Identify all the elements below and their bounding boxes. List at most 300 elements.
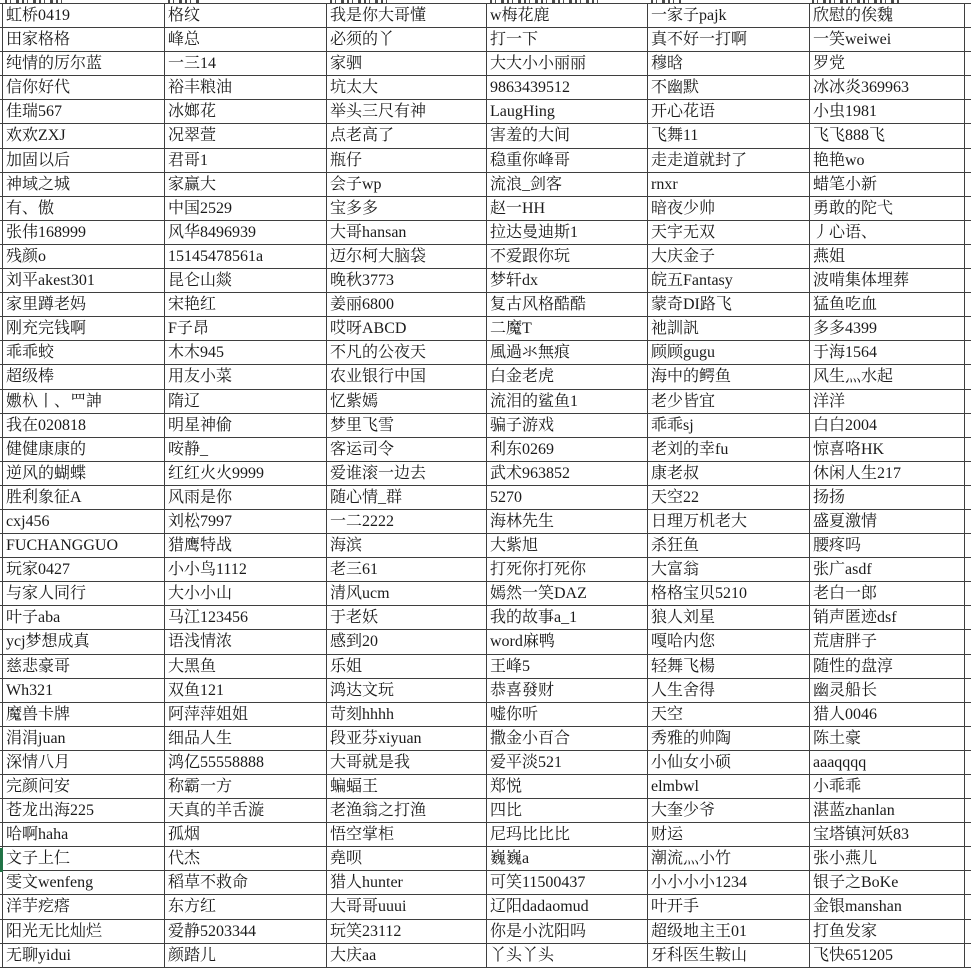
grid-cell[interactable]: 欢欢ZXJ: [3, 124, 165, 148]
grid-cell[interactable]: 蜡笔小新: [810, 173, 965, 197]
grid-cell[interactable]: 我是你大哥懂: [327, 4, 487, 28]
grid-cell[interactable]: 天真的羊舌漩: [165, 799, 327, 823]
grid-cell[interactable]: 勇敢的陀弋: [810, 197, 965, 221]
grid-cell[interactable]: 鸿达文玩: [327, 679, 487, 703]
right-cutoff-cell: [965, 173, 971, 197]
grid-cell[interactable]: 虹桥0419: [3, 4, 165, 28]
grid-cell[interactable]: 风雨是你: [165, 486, 327, 510]
right-cutoff-cell: [965, 124, 971, 148]
grid-cell[interactable]: 深情八月: [3, 751, 165, 775]
grid-cell[interactable]: 与家人同行: [3, 582, 165, 606]
grid-cell[interactable]: 魔兽卡牌: [3, 703, 165, 727]
grid-cell[interactable]: 东方红: [165, 895, 327, 919]
table-row: [0, 655, 971, 679]
grid-cell[interactable]: 销声匿迹dsf: [810, 606, 965, 630]
grid-cell[interactable]: 一三14: [165, 52, 327, 76]
grid-cell[interactable]: 坑太大: [327, 76, 487, 100]
grid-cell[interactable]: 代杰: [165, 847, 327, 871]
grid-cell[interactable]: 人生舍得: [648, 679, 810, 703]
grid-cell[interactable]: 大哥哥uuui: [327, 895, 487, 919]
grid-cell[interactable]: 大大小小丽丽: [487, 52, 648, 76]
grid-cell[interactable]: 段亚芬xiyuan: [327, 727, 487, 751]
grid-cell[interactable]: 君哥1: [165, 149, 327, 173]
grid-cell[interactable]: 湛蓝zhanlan: [810, 799, 965, 823]
grid-cell[interactable]: 红红火火9999: [165, 462, 327, 486]
grid-cell[interactable]: 5270: [487, 486, 648, 510]
right-cutoff-cell: [965, 751, 971, 775]
grid-cell[interactable]: 复古风格酷酷: [487, 293, 648, 317]
grid-cell[interactable]: 叶子aba: [3, 606, 165, 630]
right-cutoff-cell: [965, 655, 971, 679]
grid-cell[interactable]: 双鱼121: [165, 679, 327, 703]
grid-cell[interactable]: FUCHANGGUO: [3, 534, 165, 558]
right-cutoff-cell: [965, 944, 971, 968]
grid-cell[interactable]: 哎呀ABCD: [327, 317, 487, 341]
grid-cell[interactable]: 金银manshan: [810, 895, 965, 919]
grid-cell[interactable]: 咹静_: [165, 438, 327, 462]
grid-cell[interactable]: 赵一HH: [487, 197, 648, 221]
grid-cell[interactable]: 于海1564: [810, 341, 965, 365]
grid-cell[interactable]: 用友小菜: [165, 365, 327, 389]
grid-cell[interactable]: 燕姐: [810, 245, 965, 269]
grid-cell[interactable]: 孤烟: [165, 823, 327, 847]
grid-cell[interactable]: 海林先生: [487, 510, 648, 534]
grid-cell[interactable]: 冰冰炎369963: [810, 76, 965, 100]
grid-cell[interactable]: 慈悲豪哥: [3, 655, 165, 679]
grid-cell[interactable]: 雯文wenfeng: [3, 871, 165, 895]
grid-cell[interactable]: 隋辽: [165, 390, 327, 414]
grid-cell[interactable]: 老刘的幸fu: [648, 438, 810, 462]
grid-cell[interactable]: 大庆金子: [648, 245, 810, 269]
grid-cell[interactable]: 点老高了: [327, 124, 487, 148]
table-row: [0, 823, 971, 847]
grid-cell[interactable]: 张小燕儿: [810, 847, 965, 871]
table-row: [0, 28, 971, 52]
grid-cell[interactable]: 爱平淡521: [487, 751, 648, 775]
right-cutoff-cell: [965, 606, 971, 630]
right-cutoff-cell: [965, 799, 971, 823]
grid-cell[interactable]: 逆风的蝴蝶: [3, 462, 165, 486]
right-cutoff-cell: [965, 823, 971, 847]
grid-cell[interactable]: 梦轩dx: [487, 269, 648, 293]
grid-cell[interactable]: 堯呗: [327, 847, 487, 871]
grid-cell[interactable]: 家驷: [327, 52, 487, 76]
grid-cell[interactable]: 杀狂鱼: [648, 534, 810, 558]
right-cutoff-cell: [965, 221, 971, 245]
grid-cell[interactable]: 祂訓訉: [648, 317, 810, 341]
right-cutoff-cell: [965, 534, 971, 558]
grid-cell[interactable]: 语浅情浓: [165, 630, 327, 654]
grid-cell[interactable]: 蒙奇DI路飞: [648, 293, 810, 317]
grid-cell[interactable]: 大哥就是我: [327, 751, 487, 775]
grid-cell[interactable]: 家里蹲老妈: [3, 293, 165, 317]
grid-cell[interactable]: 王峰5: [487, 655, 648, 679]
grid-cell[interactable]: 大紫旭: [487, 534, 648, 558]
right-cutoff-cell: [965, 317, 971, 341]
grid-cell[interactable]: 清风ucm: [327, 582, 487, 606]
grid-cell[interactable]: 罗党: [810, 52, 965, 76]
grid-cell[interactable]: 猎鹰特战: [165, 534, 327, 558]
grid-cell[interactable]: 大小小山: [165, 582, 327, 606]
right-cutoff-cell: [965, 414, 971, 438]
table-row: [0, 76, 971, 100]
grid-cell[interactable]: 利东0269: [487, 438, 648, 462]
right-cutoff-cell: [965, 390, 971, 414]
table-row: [0, 727, 971, 751]
grid-cell[interactable]: 不爱跟你玩: [487, 245, 648, 269]
right-cutoff-cell: [965, 486, 971, 510]
right-cutoff-cell: [965, 365, 971, 389]
grid-cell[interactable]: 梦里飞雪: [327, 414, 487, 438]
grid-cell[interactable]: 张伟168999: [3, 221, 165, 245]
right-cutoff-cell: [965, 293, 971, 317]
grid-cell[interactable]: 我在020818: [3, 414, 165, 438]
grid-cell[interactable]: 一笑weiwei: [810, 28, 965, 52]
table-row: [0, 871, 971, 895]
grid-cell[interactable]: 真不好一打啊: [648, 28, 810, 52]
grid-cell[interactable]: 悟空掌柜: [327, 823, 487, 847]
right-cutoff-cell: [965, 52, 971, 76]
grid-cell[interactable]: cxj456: [3, 510, 165, 534]
right-cutoff-cell: [965, 4, 971, 28]
grid-cell[interactable]: 尼玛比比比: [487, 823, 648, 847]
grid-cell[interactable]: 一家子pajk: [648, 4, 810, 28]
grid-cell[interactable]: 随性的盘淳: [810, 655, 965, 679]
table-row: [0, 390, 971, 414]
grid-cell[interactable]: 颜踏儿: [165, 944, 327, 968]
grid-cell[interactable]: 必须的丫: [327, 28, 487, 52]
grid-cell[interactable]: 郑悦: [487, 775, 648, 799]
grid-cell[interactable]: 蝙蝠王: [327, 775, 487, 799]
grid-cell[interactable]: 辽阳dadaomud: [487, 895, 648, 919]
grid-cell[interactable]: 忆紫嫣: [327, 390, 487, 414]
grid-cell[interactable]: 加固以后: [3, 149, 165, 173]
grid-cell[interactable]: 流泪的鲨鱼1: [487, 390, 648, 414]
table-row: [0, 679, 971, 703]
table-row: [0, 173, 971, 197]
grid-cell[interactable]: 休闲人生217: [810, 462, 965, 486]
grid-cell[interactable]: 乐姐: [327, 655, 487, 679]
grid-cell[interactable]: 老三61: [327, 558, 487, 582]
grid-cell[interactable]: 盛夏激情: [810, 510, 965, 534]
grid-cell[interactable]: 客运司令: [327, 438, 487, 462]
grid-cell[interactable]: 迈尔柯大脑袋: [327, 245, 487, 269]
grid-cell[interactable]: aaaqqqq: [810, 751, 965, 775]
grid-cell[interactable]: 小仙女小硕: [648, 751, 810, 775]
table-row: [0, 365, 971, 389]
grid-cell[interactable]: 猎人0046: [810, 703, 965, 727]
grid-cell[interactable]: 皖五Fantasy: [648, 269, 810, 293]
grid-cell[interactable]: 举头三尺有神: [327, 100, 487, 124]
grid-cell[interactable]: 老渔翁之打渔: [327, 799, 487, 823]
grid-cell[interactable]: 会子wp: [327, 173, 487, 197]
grid-cell[interactable]: 老白一郎: [810, 582, 965, 606]
grid-cell[interactable]: 细品人生: [165, 727, 327, 751]
grid-cell[interactable]: 风华8496939: [165, 221, 327, 245]
table-row: [0, 462, 971, 486]
grid-cell[interactable]: 健健康康的: [3, 438, 165, 462]
grid-cell[interactable]: 超级地主王01: [648, 920, 810, 944]
grid-cell[interactable]: 小乖乖: [810, 775, 965, 799]
grid-cell[interactable]: 裕丰粮油: [165, 76, 327, 100]
grid-cell[interactable]: 四比: [487, 799, 648, 823]
right-cutoff-cell: [965, 197, 971, 221]
grid-cell[interactable]: 格格宝贝5210: [648, 582, 810, 606]
grid-cell[interactable]: 猎人hunter: [327, 871, 487, 895]
grid-cell[interactable]: 幽灵船长: [810, 679, 965, 703]
right-cutoff-cell: [965, 341, 971, 365]
grid-cell[interactable]: 瓶仔: [327, 149, 487, 173]
grid-cell[interactable]: 潮流灬小竹: [648, 847, 810, 871]
right-cutoff-cell: [965, 76, 971, 100]
grid-cell[interactable]: 打死你打死你: [487, 558, 648, 582]
grid-cell[interactable]: 嫣然一笑DAZ: [487, 582, 648, 606]
grid-cell[interactable]: 一二2222: [327, 510, 487, 534]
grid-cell[interactable]: 神域之城: [3, 173, 165, 197]
grid-cell[interactable]: 飞飞888飞: [810, 124, 965, 148]
grid-cell[interactable]: 有、傲: [3, 197, 165, 221]
grid-cell[interactable]: 飞快651205: [810, 944, 965, 968]
grid-cell[interactable]: 超级棒: [3, 365, 165, 389]
right-cutoff-cell: [965, 920, 971, 944]
grid-cell[interactable]: 感到20: [327, 630, 487, 654]
grid-cell[interactable]: 随心情_群: [327, 486, 487, 510]
grid-cell[interactable]: 多多4399: [810, 317, 965, 341]
right-cutoff-cell: [965, 871, 971, 895]
right-cutoff-cell: [965, 703, 971, 727]
grid-cell[interactable]: 拉达曼迪斯1: [487, 221, 648, 245]
grid-cell[interactable]: 欣慰的俟魏: [810, 4, 965, 28]
grid-cell[interactable]: 丿心语、: [810, 221, 965, 245]
grid-cell[interactable]: rnxr: [648, 173, 810, 197]
right-cutoff-cell: [965, 269, 971, 293]
grid-cell[interactable]: 农业银行中国: [327, 365, 487, 389]
grid-cell[interactable]: 银子之BoKe: [810, 871, 965, 895]
table-row: [0, 124, 971, 148]
grid-cell[interactable]: 残颜o: [3, 245, 165, 269]
grid-cell[interactable]: w梅花鹿: [487, 4, 648, 28]
grid-cell[interactable]: 天宇无双: [648, 221, 810, 245]
grid-cell[interactable]: 顾顾gugu: [648, 341, 810, 365]
grid-cell[interactable]: 你是小沈阳吗: [487, 920, 648, 944]
grid-cell[interactable]: 洋洋: [810, 390, 965, 414]
grid-cell[interactable]: 苛刻hhhh: [327, 703, 487, 727]
grid-cell[interactable]: 于老妖: [327, 606, 487, 630]
grid-cell[interactable]: 鸿亿55558888: [165, 751, 327, 775]
grid-cell[interactable]: 天空22: [648, 486, 810, 510]
grid-cell[interactable]: 开心花语: [648, 100, 810, 124]
grid-cell[interactable]: 穆晗: [648, 52, 810, 76]
grid-cell[interactable]: 惊喜咯HK: [810, 438, 965, 462]
grid-cell[interactable]: 天空: [648, 703, 810, 727]
grid-cell[interactable]: 二魔T: [487, 317, 648, 341]
grid-cell[interactable]: 猛鱼吃血: [810, 293, 965, 317]
table-row: [0, 606, 971, 630]
grid-cell[interactable]: word麻鸭: [487, 630, 648, 654]
table-row: [0, 317, 971, 341]
grid-cell[interactable]: 昆仑山燚: [165, 269, 327, 293]
grid-cell[interactable]: 骗子游戏: [487, 414, 648, 438]
grid-cell[interactable]: 害羞的大间: [487, 124, 648, 148]
grid-cell[interactable]: 15145478561a: [165, 245, 327, 269]
grid-cell[interactable]: 峰总: [165, 28, 327, 52]
grid-cell[interactable]: 中国2529: [165, 197, 327, 221]
grid-cell[interactable]: 哈啊haha: [3, 823, 165, 847]
grid-cell[interactable]: 打鱼发家: [810, 920, 965, 944]
grid-cell[interactable]: 宝多多: [327, 197, 487, 221]
grid-cell[interactable]: 小虫1981: [810, 100, 965, 124]
grid-cell[interactable]: 纯情的厉尔蓝: [3, 52, 165, 76]
table-row: [0, 269, 971, 293]
table-row: [0, 775, 971, 799]
grid-cell[interactable]: 牙科医生鞍山: [648, 944, 810, 968]
grid-cell[interactable]: 马江123456: [165, 606, 327, 630]
grid-cell[interactable]: 陈土豪: [810, 727, 965, 751]
grid-cell[interactable]: 大庆aa: [327, 944, 487, 968]
grid-cell[interactable]: ycj梦想成真: [3, 630, 165, 654]
grid-cell[interactable]: 大黑鱼: [165, 655, 327, 679]
grid-cell[interactable]: 流浪_剑客: [487, 173, 648, 197]
grid-cell[interactable]: 9863439512: [487, 76, 648, 100]
grid-cell[interactable]: 嘎哈内您: [648, 630, 810, 654]
grid-cell[interactable]: 冰嫏花: [165, 100, 327, 124]
grid-cell[interactable]: 不凡的公夜天: [327, 341, 487, 365]
grid-cell[interactable]: 况翠萱: [165, 124, 327, 148]
table-row: [0, 245, 971, 269]
grid-cell[interactable]: 小小鸟1112: [165, 558, 327, 582]
table-row: [0, 486, 971, 510]
grid-cell[interactable]: 恭喜發财: [487, 679, 648, 703]
grid-cell[interactable]: 大哥hansan: [327, 221, 487, 245]
grid-cell[interactable]: 嘘你听: [487, 703, 648, 727]
right-cutoff-cell: [965, 679, 971, 703]
grid-cell[interactable]: 艳艳wo: [810, 149, 965, 173]
grid-cell[interactable]: 刚充完钱啊: [3, 317, 165, 341]
right-cutoff-cell: [965, 775, 971, 799]
grid-cell[interactable]: 扬扬: [810, 486, 965, 510]
grid-cell[interactable]: 腰疼吗: [810, 534, 965, 558]
grid-cell[interactable]: 轻舞飞楊: [648, 655, 810, 679]
grid-cell[interactable]: 刘松7997: [165, 510, 327, 534]
table-row: [0, 751, 971, 775]
grid-cell[interactable]: elmbwl: [648, 775, 810, 799]
table-row: [0, 341, 971, 365]
grid-cell[interactable]: 称霸一方: [165, 775, 327, 799]
grid-cell[interactable]: 家赢大: [165, 173, 327, 197]
table-row: [0, 438, 971, 462]
grid-cell[interactable]: 格纹: [165, 4, 327, 28]
grid-cell[interactable]: 无聊yidui: [3, 944, 165, 968]
grid-cell[interactable]: 爱静5203344: [165, 920, 327, 944]
grid-cell[interactable]: 信你好代: [3, 76, 165, 100]
table-row: [0, 920, 971, 944]
grid-cell[interactable]: 武术963852: [487, 462, 648, 486]
table-row: [0, 414, 971, 438]
grid-cell[interactable]: 小小小小1234: [648, 871, 810, 895]
table-row: [0, 534, 971, 558]
grid-cell[interactable]: LaugHing: [487, 100, 648, 124]
grid-cell[interactable]: 大富翁: [648, 558, 810, 582]
selection-border-fragment: [0, 848, 3, 872]
grid-cell[interactable]: 阿萍萍姐姐: [165, 703, 327, 727]
grid-cell[interactable]: 巍巍a: [487, 847, 648, 871]
grid-cell[interactable]: 白金老虎: [487, 365, 648, 389]
grid-cell[interactable]: 木木945: [165, 341, 327, 365]
grid-cell[interactable]: 波啃集体埋葬: [810, 269, 965, 293]
grid-cell[interactable]: 稳重你峰哥: [487, 149, 648, 173]
grid-cell[interactable]: 不幽默: [648, 76, 810, 100]
grid-cell[interactable]: 飞舞11: [648, 124, 810, 148]
right-cutoff-cell: [965, 28, 971, 52]
table-row: [0, 100, 971, 124]
grid-cell[interactable]: 打一下: [487, 28, 648, 52]
grid-cell[interactable]: 我的故事a_1: [487, 606, 648, 630]
grid-cell[interactable]: 宋艳红: [165, 293, 327, 317]
grid-cell[interactable]: 晚秋3773: [327, 269, 487, 293]
grid-cell[interactable]: 秀雅的帅陶: [648, 727, 810, 751]
grid-cell[interactable]: 阳光无比灿烂: [3, 920, 165, 944]
grid-cell[interactable]: 风生灬水起: [810, 365, 965, 389]
grid-cell[interactable]: 叶开手: [648, 895, 810, 919]
table-row: [0, 197, 971, 221]
grid-cell[interactable]: 佳瑞567: [3, 100, 165, 124]
grid-cell[interactable]: 玩笑23112: [327, 920, 487, 944]
grid-cell[interactable]: 嫐杁丨、罒訷: [3, 390, 165, 414]
grid-cell[interactable]: 暗夜少帅: [648, 197, 810, 221]
table-row: [0, 221, 971, 245]
grid-cell[interactable]: 文子上仁: [3, 847, 165, 871]
grid-cell[interactable]: 财运: [648, 823, 810, 847]
grid-cell[interactable]: F子昂: [165, 317, 327, 341]
grid-cell[interactable]: 乖乖蛟: [3, 341, 165, 365]
grid-cell[interactable]: 康老叔: [648, 462, 810, 486]
grid-cell[interactable]: 老少皆宜: [648, 390, 810, 414]
grid-cell[interactable]: 荒唐胖子: [810, 630, 965, 654]
grid-cell[interactable]: 風過氺無痕: [487, 341, 648, 365]
grid-cell[interactable]: 白白2004: [810, 414, 965, 438]
grid-cell[interactable]: 刘平akest301: [3, 269, 165, 293]
table-row: [0, 703, 971, 727]
grid-cell[interactable]: 张广asdf: [810, 558, 965, 582]
grid-cell[interactable]: 胜利象征A: [3, 486, 165, 510]
grid-cell[interactable]: 洋芋疙瘩: [3, 895, 165, 919]
grid-cell[interactable]: 日理万机老大: [648, 510, 810, 534]
right-cutoff-cell: [965, 727, 971, 751]
grid-cell[interactable]: Wh321: [3, 679, 165, 703]
grid-cell[interactable]: 完颜问安: [3, 775, 165, 799]
grid-cell[interactable]: 撒金小百合: [487, 727, 648, 751]
grid-cell[interactable]: 苍龙出海225: [3, 799, 165, 823]
grid-cell[interactable]: 明星神偷: [165, 414, 327, 438]
grid-cell[interactable]: 玩家0427: [3, 558, 165, 582]
grid-cell[interactable]: 爱谁滚一边去: [327, 462, 487, 486]
grid-cell[interactable]: 大奎少爷: [648, 799, 810, 823]
grid-cell[interactable]: 姜丽6800: [327, 293, 487, 317]
grid-cell[interactable]: 可笑11500437: [487, 871, 648, 895]
grid-cell[interactable]: 丫头丫头: [487, 944, 648, 968]
grid-cell[interactable]: 狼人刘星: [648, 606, 810, 630]
grid-cell[interactable]: 海滨: [327, 534, 487, 558]
grid-cell[interactable]: 宝塔镇河妖83: [810, 823, 965, 847]
right-cutoff-cell: [965, 100, 971, 124]
grid-cell[interactable]: 涓涓juan: [3, 727, 165, 751]
grid-cell[interactable]: 乖乖sj: [648, 414, 810, 438]
grid-cell[interactable]: 走走道就封了: [648, 149, 810, 173]
table-row: [0, 510, 971, 534]
grid-cell[interactable]: 稻草不救命: [165, 871, 327, 895]
grid-cell[interactable]: 田家格格: [3, 28, 165, 52]
grid-cell[interactable]: 海中的鳄鱼: [648, 365, 810, 389]
